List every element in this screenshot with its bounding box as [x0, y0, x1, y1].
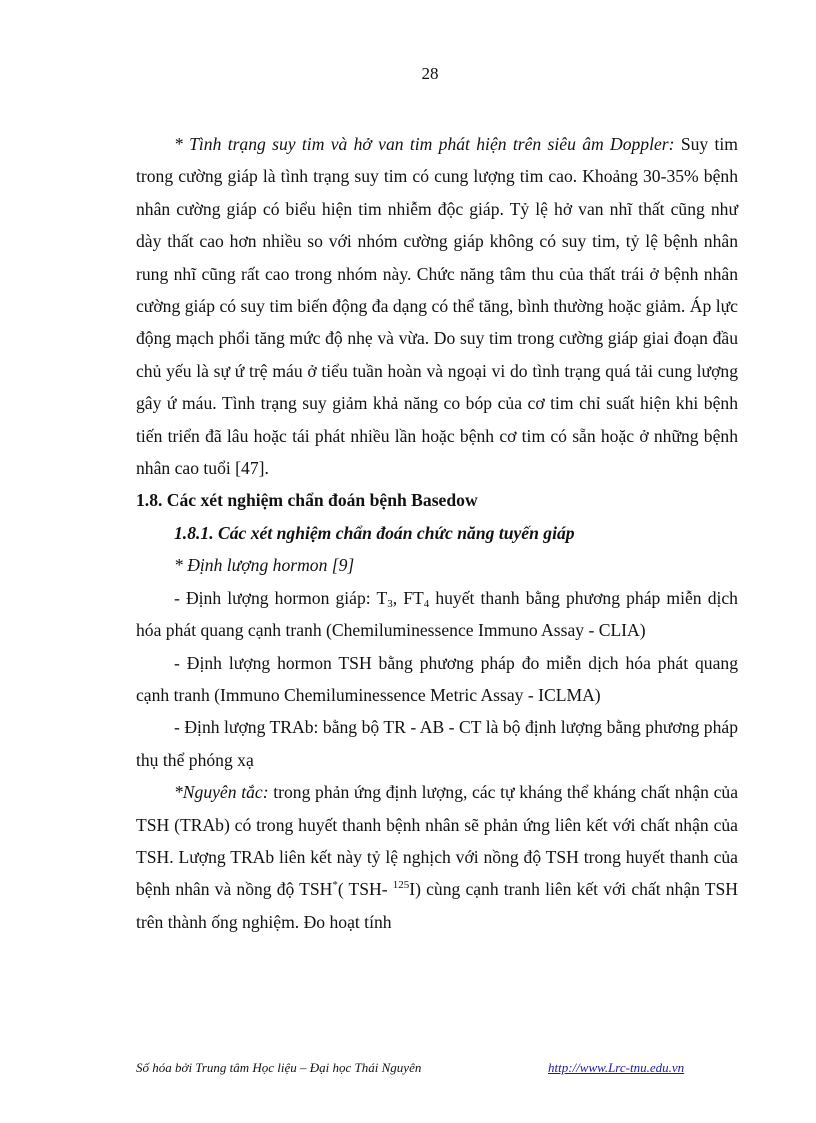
- list-item: - Định lượng TRAb: bằng bộ TR - AB - CT là bộ định lượng bằng phương pháp thụ thể phóng xạ: [136, 717, 738, 770]
- page-number: 28: [421, 64, 439, 83]
- paragraph-lead: * Tình trạng suy tim và hở van tim phát hiện trên siêu âm Doppler:: [174, 134, 675, 154]
- section-heading: 1.8. Các xét nghiệm chẩn đoán bệnh Basedow: [136, 490, 478, 511]
- subscript: 4: [423, 597, 430, 610]
- hormone-heading: * Định lượng hormon [9]: [174, 555, 355, 576]
- paragraph-body: trong phản ứng định lượng, các tự kháng thể kháng chất nhận của TSH (TRAb) có trong huyết thanh bệnh nhân sẽ phản ứng liên kết với chất nhận của TSH. Lượng TRAb liên kết này tỷ lệ nghịch với nồng độ TSH trong huyết thanh của bệnh nhân và nồng độ TSH: [136, 782, 739, 900]
- page-content: [136, 128, 738, 938]
- subscript: 3: [387, 597, 393, 610]
- superscript: 125: [392, 879, 410, 892]
- list-item: - Định lượng hormon TSH bằng phương pháp đo miễn dịch hóa phát quang cạnh tranh (Immuno Chemiluminessence Metric Assay - ICLMA): [136, 652, 738, 705]
- paragraph-principle: [136, 776, 738, 938]
- paragraph-heart-failure: [136, 128, 738, 484]
- superscript: *: [332, 879, 338, 892]
- footer-link[interactable]: http://www.Lrc-tnu.edu.vn: [548, 1060, 685, 1075]
- list-item: [136, 582, 738, 647]
- list-item-text: - Định lượng hormon giáp: T: [174, 587, 388, 608]
- list-item-text: , FT: [392, 587, 424, 608]
- subsection-heading: 1.8.1. Các xét nghiệm chẩn đoán chức năng tuyến giáp: [174, 522, 575, 543]
- list-item-text: huyết thanh bằng phương pháp miễn dịch hóa phát quang cạnh tranh (Chemiluminessence Immuno Assay - CLIA): [136, 587, 738, 641]
- paragraph-lead: *Nguyên tắc:: [174, 782, 269, 803]
- footer-credit: Số hóa bởi Trung tâm Học liệu – Đại học Thái Nguyên: [136, 1060, 422, 1075]
- paragraph-body: ( TSH-: [337, 879, 393, 900]
- paragraph-body: I) cùng cạnh tranh liên kết với chất nhận TSH trên thành ống nghiệm. Đo hoạt tính: [136, 879, 738, 932]
- paragraph-body: Suy tim trong cường giáp là tình trạng suy tim có cung lượng tim cao. Khoảng 30-35% bệnh nhân cường giáp có biểu hiện tim nhiễm độc giáp. Tỷ lệ hở van nhĩ thất cũng như dày thất cao hơn nhiều so với nhóm cường giáp không có suy tim, tỷ lệ bệnh nhân rung nhĩ cũng rất cao trong nhóm này. Chức năng tâm thu của thất trái ở bệnh nhân cường giáp có suy tim biến động đa dạng có thể tăng, bình thường hoặc giảm. Áp lực động mạch phổi tăng mức độ nhẹ và vừa. Do suy tim trong cường giáp giai đoạn đầu chủ yếu là sự ứ trệ máu ở tiểu tuần hoàn và ngoại vi do tình trạng quá tải cung lượng gây ứ máu. Tình trạng suy giảm khả năng co bóp của cơ tim chỉ suất hiện khi bệnh tiến triển đã lâu hoặc tái phát nhiều lần hoặc bệnh cơ tim có sẵn hoặc ở những bệnh nhân cao tuổi [47].: [136, 134, 738, 479]
